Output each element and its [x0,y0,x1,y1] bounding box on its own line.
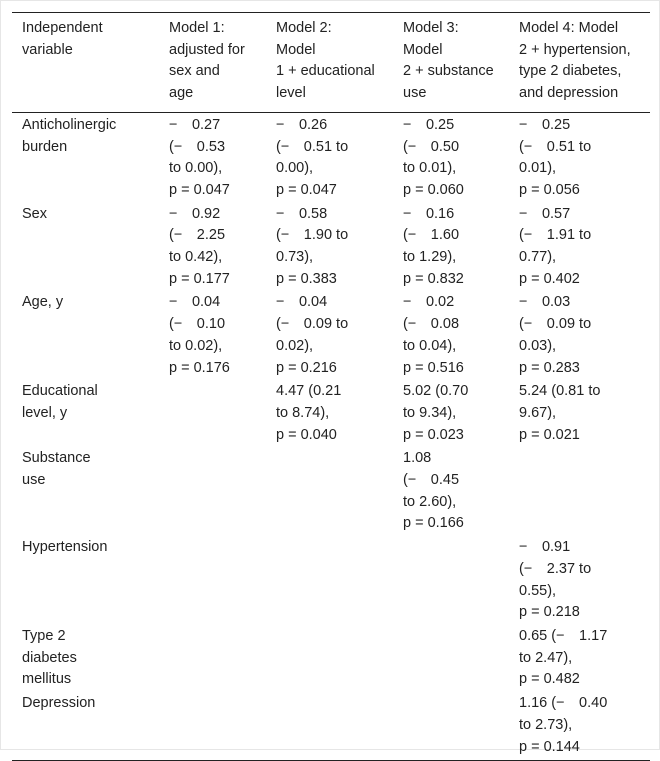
cell-variable: Educational level, y [22,383,98,421]
cell-variable: Age, y [22,294,64,311]
cell-model-1 [159,379,266,446]
header-model-1: Model 1: adjusted for sex and age [159,13,266,113]
cell-model-1: − 0.92 (− 2.25 to 0.42), p = 0.177 [169,205,230,287]
cell-variable: Substance use [22,450,91,489]
cell-model-3: 1.08 (− 0.45 to 2.60), p = 0.166 [403,450,464,532]
cell-model-4: − 0.57 (− 1.91 to 0.77), p = 0.402 [519,205,592,287]
cell-model-2: 4.47 (0.21 to 8.74), p = 0.040 [276,383,342,443]
regression-table [12,12,650,761]
cell-model-2: − 0.04 (− 0.09 to 0.02), p = 0.216 [276,294,349,376]
header-model-4: Model 4: Model 2 + hypertension, type 2 diabetes, and depression [509,13,650,113]
table-row-age [12,290,650,379]
cell-variable: Hypertension [22,539,108,556]
cell-model-2: − 0.58 (− 1.90 to 0.73), p = 0.383 [276,205,349,287]
header-model-3: Model 3: Model 2 + substance use [393,13,509,113]
cell-variable: Type 2 diabetes mellitus [22,627,77,688]
table-row-anticholinergic-burden [12,112,650,201]
table-row-substance-use [12,446,650,535]
table-body [12,112,650,760]
cell-model-3 [393,691,509,761]
cell-model-4 [509,446,650,535]
cell-model-3: − 0.02 (− 0.08 to 0.04), p = 0.516 [403,294,464,376]
cell-model-1: − 0.04 (− 0.10 to 0.02), p = 0.176 [169,294,230,376]
cell-model-4: 0.65 (− 1.17 to 2.47), p = 0.482 [519,627,608,688]
cell-model-4: − 0.25 (− 0.51 to 0.01), p = 0.056 [519,116,592,198]
cell-model-4: − 0.03 (− 0.09 to 0.03), p = 0.283 [519,294,592,376]
cell-model-2 [266,624,393,691]
cell-model-3 [393,535,509,624]
cell-model-4: 5.24 (0.81 to 9.67), p = 0.021 [519,383,601,443]
cell-model-3: 5.02 (0.70 to 9.34), p = 0.023 [403,383,469,443]
cell-model-1 [159,691,266,761]
cell-model-2 [266,535,393,624]
cell-variable: Sex [22,205,47,222]
header-row [12,13,650,113]
cell-model-1 [159,535,266,624]
table-row-type-2-diabetes [12,624,650,691]
cell-model-1 [159,446,266,535]
cell-model-1: − 0.27 (− 0.53 to 0.00), p = 0.047 [169,116,230,198]
cell-model-1 [159,624,266,691]
cell-model-3 [393,624,509,691]
cell-model-4: − 0.91 (− 2.37 to 0.55), p = 0.218 [519,539,592,621]
cell-model-3: − 0.16 (− 1.60 to 1.29), p = 0.832 [403,205,464,287]
table-row-hypertension [12,535,650,624]
cell-variable: Anticholinergic burden [22,116,117,155]
cell-model-2 [266,446,393,535]
header-model-2: Model 2: Model 1 + educational level [266,13,393,113]
cell-model-2: − 0.26 (− 0.51 to 0.00), p = 0.047 [276,116,349,198]
cell-variable: Depression [12,691,159,761]
cell-model-2 [266,691,393,761]
cell-model-4: 1.16 (− 0.40 to 2.73), p = 0.144 [509,691,650,761]
cell-model-3: − 0.25 (− 0.50 to 0.01), p = 0.060 [403,116,464,198]
table-row-educational-level [12,379,650,446]
table-row-sex [12,202,650,291]
table-header [12,13,650,113]
header-independent-variable: Independent variable [12,13,159,113]
table-row-depression [12,691,650,761]
